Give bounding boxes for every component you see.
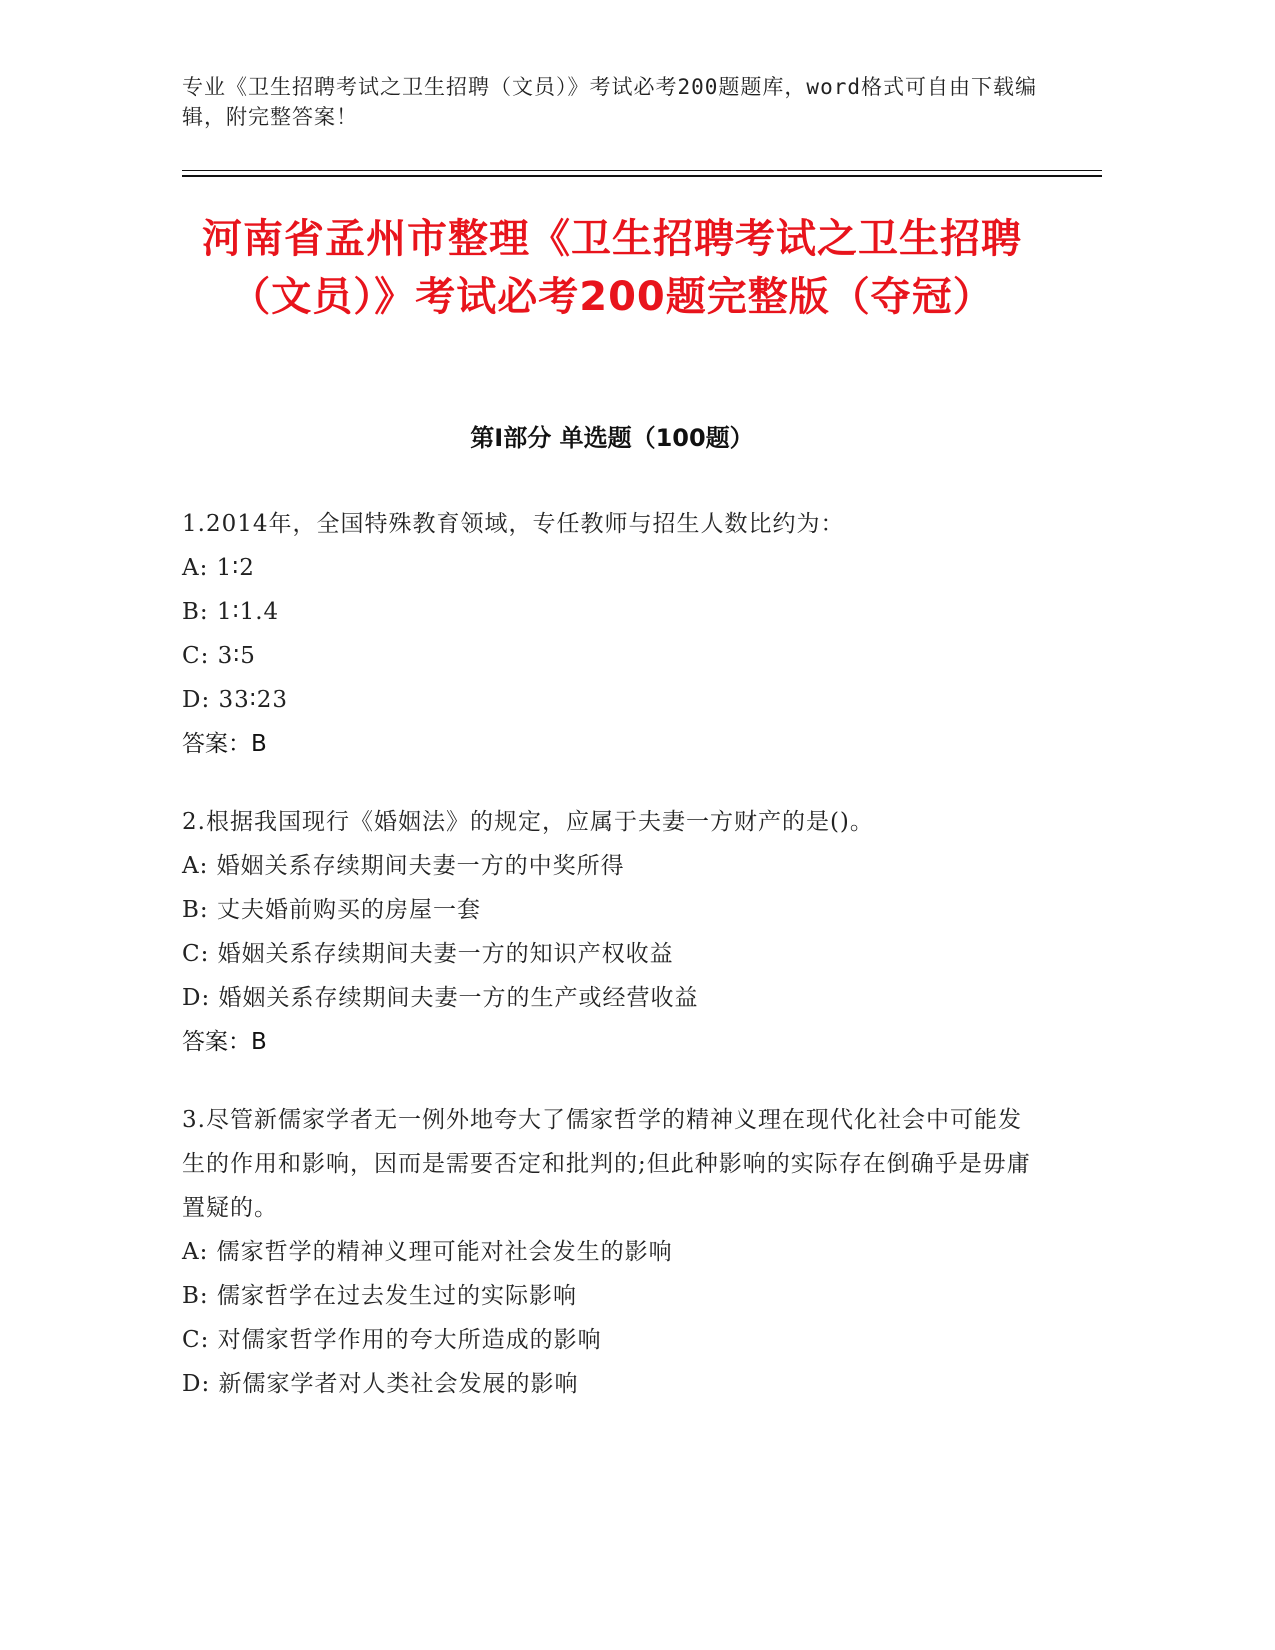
question-stem: 2.根据我国现行《婚姻法》的规定，应属于夫妻一方财产的是()。 [182, 809, 874, 835]
question-stem: 1.2014年，全国特殊教育领域，专任教师与招生人数比约为： [182, 511, 845, 537]
header-divider [182, 170, 1102, 171]
option-a: A: 婚姻关系存续期间夫妻一方的中奖所得 [182, 853, 625, 879]
option-d: D: 婚姻关系存续期间夫妻一方的生产或经营收益 [182, 985, 699, 1011]
header-divider-thick [182, 175, 1102, 177]
question-3 [182, 1098, 1042, 1406]
answer: 答案：B [182, 731, 267, 757]
question-list [182, 502, 1042, 1440]
option-a: A: 儒家哲学的精神义理可能对社会发生的影响 [182, 1239, 673, 1265]
question-2 [182, 800, 1042, 1064]
option-a: A: 1∶2 [182, 555, 255, 581]
option-b: B: 儒家哲学在过去发生过的实际影响 [182, 1283, 577, 1309]
option-d: D: 33∶23 [182, 687, 289, 713]
answer: 答案：B [182, 1029, 267, 1055]
section-title: 第I部分 单选题（100题） [470, 424, 754, 452]
option-b: B: 丈夫婚前购买的房屋一套 [182, 897, 481, 923]
document-title: 河南省孟州市整理《卫生招聘考试之卫生招聘（文员）》考试必考200题完整版（夺冠） [202, 216, 1022, 320]
question-1 [182, 502, 1042, 766]
option-d: D: 新儒家学者对人类社会发展的影响 [182, 1371, 579, 1397]
question-stem: 3.尽管新儒家学者无一例外地夸大了儒家哲学的精神义理在现代化社会中可能发生的作用和影响，因而是需要否定和批判的;但此种影响的实际存在倒确乎是毋庸置疑的。 [182, 1107, 1031, 1221]
option-c: C: 对儒家哲学作用的夸大所造成的影响 [182, 1327, 602, 1353]
option-c: C: 婚姻关系存续期间夫妻一方的知识产权收益 [182, 941, 674, 967]
option-b: B: 1∶1.4 [182, 599, 280, 625]
option-c: C: 3∶5 [182, 643, 256, 669]
header-note: 专业《卫生招聘考试之卫生招聘（文员）》考试必考200题题库，word格式可自由下载编辑，附完整答案！ [182, 75, 1037, 129]
